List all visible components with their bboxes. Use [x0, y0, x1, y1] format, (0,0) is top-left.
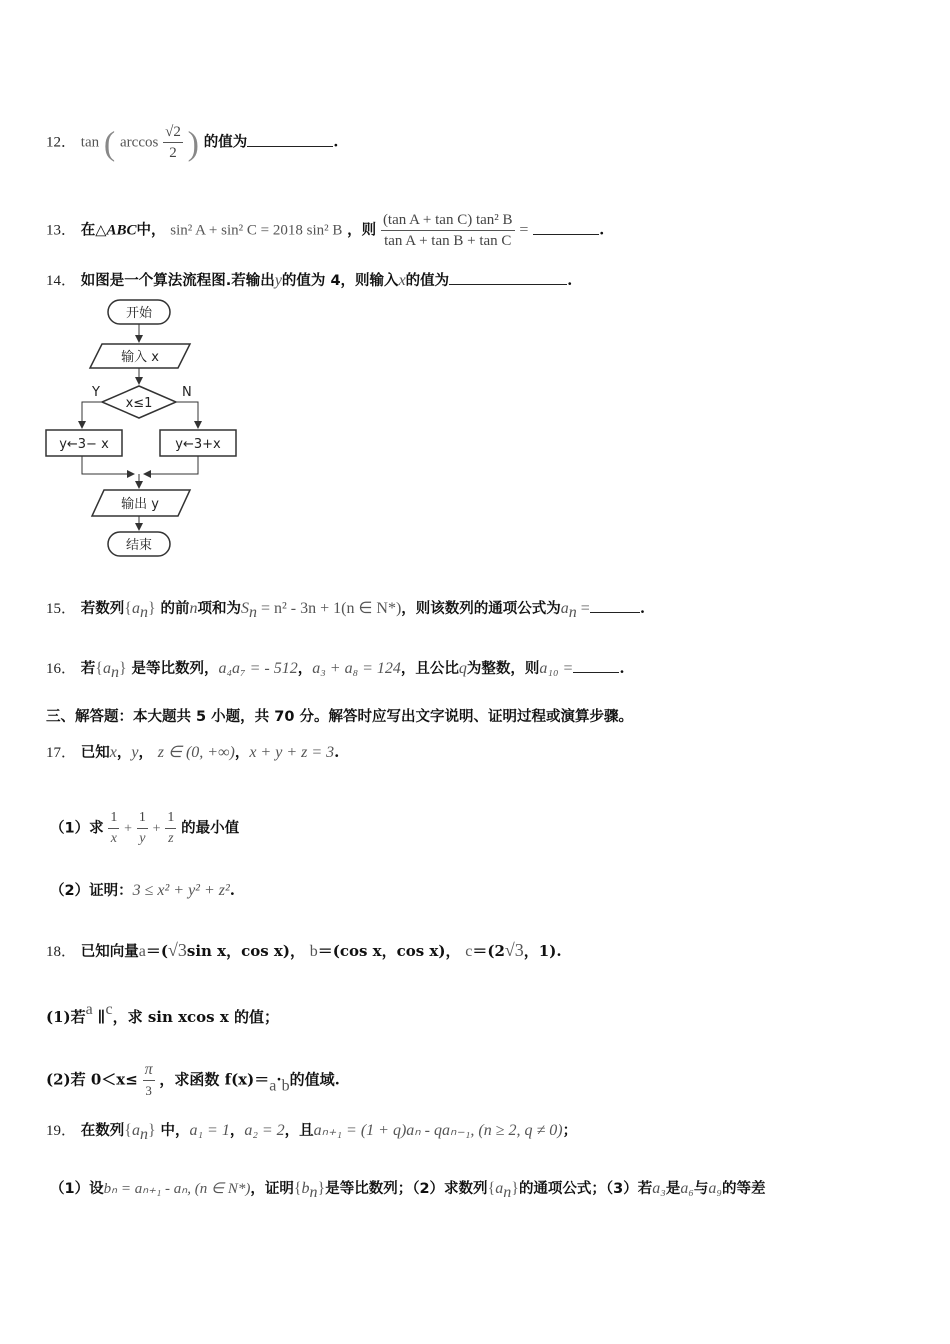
- question-16: 16． 若$\{a_n\}$ 是等比数列，a₄a₇ = - 512，a₃ + a₈ = 124，且公比q为整数，则a₁₀ = .: [46, 659, 625, 681]
- question-number: 13．: [46, 222, 77, 239]
- question-17-part-2: （2）证明：3 ≤ x² + y² + z².: [50, 881, 236, 899]
- svg-text:开始: 开始: [125, 306, 153, 321]
- question-number: 17．: [46, 745, 77, 761]
- question-number: 16．: [46, 661, 77, 677]
- math-arccos: arccos: [120, 134, 159, 151]
- answer-blank[interactable]: [449, 270, 567, 285]
- question-18-part-2: (2)若 0＜x≤ $\frac{\pi}{3}$ ，求函数 f(x)＝a·b的值域.: [46, 1061, 340, 1098]
- svg-text:y←3− x: y←3− x: [59, 437, 109, 452]
- answer-blank[interactable]: [533, 220, 599, 235]
- vector-c: c: [465, 943, 473, 960]
- answer-blank[interactable]: [590, 598, 640, 613]
- svg-text:输出 y: 输出 y: [121, 497, 159, 512]
- question-number: 18．: [46, 944, 77, 960]
- question-12: 12． tan ( arccos $\frac{√2}{2}$ ) 的值为 .: [46, 124, 339, 163]
- svg-text:y←3+x: y←3+x: [175, 437, 221, 452]
- question-number: 19．: [46, 1123, 77, 1139]
- math-tan: tan: [80, 134, 100, 151]
- answer-blank[interactable]: [247, 132, 333, 147]
- question-14: 14． 如图是一个算法流程图.若输出y的值为 4，则输入x的值为 .: [46, 271, 573, 289]
- question-17: 17． 已知x，y， z ∈ (0, +∞)，x + y + z = 3.: [46, 743, 340, 761]
- math-inequality: 3 ≤ x² + y² + z²: [132, 882, 230, 899]
- question-text: 的值为: [203, 134, 248, 151]
- question-19: 19． 在数列$\{a_n\}$ 中，a₁ = 1，a₂ = 2，且aₙ₊₁ = (1 + q)aₙ - qaₙ₋₁, (n ≥ 2, q ≠ 0)；: [46, 1122, 578, 1143]
- question-19-parts: （1）设bₙ = aₙ₊₁ - aₙ, (n ∈ N*)，证明$\{b_n\}$是等比数列；（2）求数列$\{a_n\}$的通项公式；（3）若a₃是a₆与a₉的等差: [50, 1180, 766, 1201]
- vector-b: b: [309, 943, 318, 960]
- svg-text:N: N: [182, 385, 192, 400]
- question-18: 18． 已知向量a＝(√3sin x，cos x)， b＝(cos x，cos x)， c＝(2√3，1).: [46, 940, 562, 960]
- svg-text:结束: 结束: [125, 538, 153, 553]
- question-13: 13． 在△ABC中， sin² A + sin² C = 2018 sin² B ，则 $\frac{\text{(tan A + tan C) tan² B}}{\text{tan A + tan B + tan C}}$ = .: [46, 212, 605, 249]
- svg-text:输入 x: 输入 x: [121, 350, 159, 365]
- math-equation: sin² A + sin² C = 2018 sin² B: [170, 222, 343, 239]
- question-18-part-1: (1)若a ∥c，求 sin xcos x 的值；: [46, 1001, 280, 1026]
- question-number: 12．: [46, 134, 77, 151]
- svg-text:x≤1: x≤1: [125, 396, 153, 411]
- vector-a: a: [138, 943, 146, 960]
- fraction-tan: $\frac{\text{(tan A + tan C) tan² B}}{\text{tan A + tan B + tan C}}$: [382, 212, 513, 249]
- answer-blank[interactable]: [573, 658, 619, 673]
- question-number: 15．: [46, 601, 77, 617]
- fraction-sqrt2-over-2: $\frac{√2}{2}$: [165, 124, 181, 161]
- math-product: a₄a₇ = - 512: [218, 660, 298, 677]
- math-recurrence: aₙ₊₁ = (1 + q)aₙ - qaₙ₋₁, (n ≥ 2, q ≠ 0): [313, 1122, 563, 1139]
- question-17-part-1: （1）求 $\frac{1}{x}$ + $\frac{1}{y}$ + $\frac{1}{z}$ 的最小值: [50, 810, 240, 846]
- svg-text:Y: Y: [92, 385, 100, 400]
- question-number: 14．: [46, 273, 77, 289]
- math-sum-formula: = n² - 3n + 1(n ∈ N*): [256, 600, 402, 617]
- algorithm-flowchart: [44, 298, 244, 560]
- question-15: 15． 若数列$\{a_n\}$ 的前n项和为$S_n = n^2 - 3n + 1(n$ ∈ N*)，则该数列的通项公式为$a_n$ = .: [46, 599, 646, 621]
- math-sum: a₃ + a₈ = 124: [312, 660, 401, 677]
- section-heading: 三、解答题：本大题共 5 小题，共 70 分。解答时应写出文字说明、证明过程或演算步骤。: [46, 709, 633, 725]
